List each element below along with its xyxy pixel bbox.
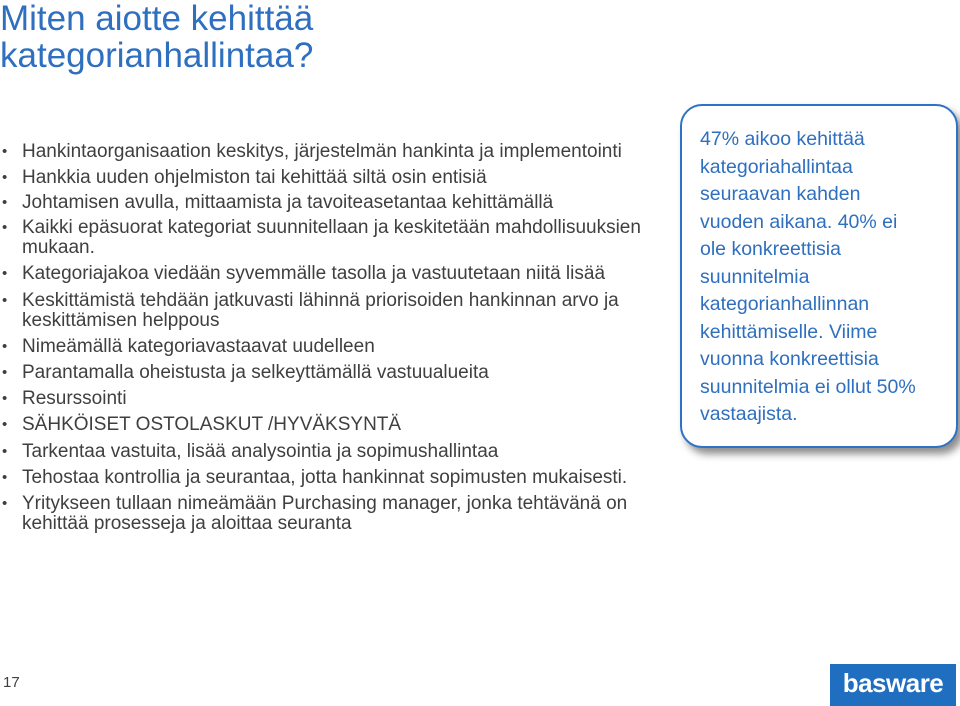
bullet-dot: • (2, 291, 8, 309)
bullet-text: Tarkentaa vastuita, lisää analysointia ja sopimushallintaa (22, 440, 499, 462)
bullet-item (2, 337, 642, 357)
bullet-list (2, 142, 642, 540)
bullet-item (2, 468, 642, 488)
bullet-dot: • (2, 143, 8, 160)
bullet-dot: • (2, 494, 8, 512)
bullet-item (2, 193, 642, 213)
bullet-item (2, 264, 642, 284)
bullet-text: Nimeämällä kategoriavastaavat uudelleen (22, 335, 375, 357)
bullet-item (2, 363, 642, 383)
bullet-dot: • (2, 337, 8, 355)
bullet-dot: • (2, 442, 8, 460)
bullet-item (2, 168, 642, 188)
statistics-callout-box (680, 104, 958, 448)
bullet-dot: • (2, 468, 8, 486)
logo-text: basware (842, 667, 944, 698)
bullet-dot: • (2, 416, 8, 434)
bullet-text: SÄHKÖISET OSTOLASKUT /HYVÄKSYNTÄ (22, 414, 402, 436)
bullet-item (2, 389, 642, 409)
slide-title: Miten aiotte kehittää kategorianhallintaa? (0, 0, 314, 75)
bullet-dot: • (2, 194, 8, 212)
bullet-dot: • (2, 265, 8, 283)
bullet-text: Yritykseen tullaan nimeämään Purchasing manager, jonka tehtävänä on kehittää prosesseja ja aloittaa seuranta (22, 492, 628, 534)
bullet-item (2, 415, 642, 435)
bullet-dot: • (2, 219, 8, 237)
statistics-callout-text: 47% aikoo kehittää kategoriahallintaa seuraavan kahden vuoden aikana. 40% ei ole konkreettisia suunnitelmia kategorianhallinnan kehittämiselle. Viime vuonna konkreettisia suunnitelmia ei ollut 50% vastaajista. (700, 128, 916, 425)
bullet-text: Keskittämistä tehdään jatkuvasti lähinnä priorisoiden hankinnan arvo ja keskittämisen helppous (22, 289, 619, 331)
bullet-item (2, 291, 642, 331)
bullet-dot: • (2, 363, 8, 381)
bullet-text: Parantamalla oheistusta ja selkeyttämällä vastuualueita (22, 361, 489, 383)
bullet-item (2, 494, 642, 534)
page-number: 17 (3, 674, 20, 691)
bullet-item (2, 218, 642, 258)
bullet-dot: • (2, 169, 8, 187)
bullet-text: Johtamisen avulla, mittaamista ja tavoiteasetantaa kehittämällä (22, 192, 554, 214)
bullet-item (2, 142, 642, 162)
bullet-text: Hankintaorganisaation keskitys, järjestelmän hankinta ja implementointi (22, 141, 622, 162)
bullet-dot: • (2, 390, 8, 408)
bullet-text: Tehostaa kontrollia ja seurantaa, jotta hankinnat sopimusten mukaisesti. (22, 466, 628, 488)
bullet-text: Kategoriajakoa viedään syvemmälle tasolla ja vastuutetaan niitä lisää (22, 263, 606, 285)
basware-logo (830, 664, 956, 706)
bullet-text: Hankkia uuden ohjelmiston tai kehittää siltä osin entisiä (22, 167, 487, 189)
bullet-item (2, 442, 642, 462)
bullet-text: Kaikki epäsuorat kategoriat suunnitellaan ja keskitetään mahdollisuuksien mukaan. (22, 217, 641, 259)
bullet-text: Resurssointi (22, 388, 127, 410)
